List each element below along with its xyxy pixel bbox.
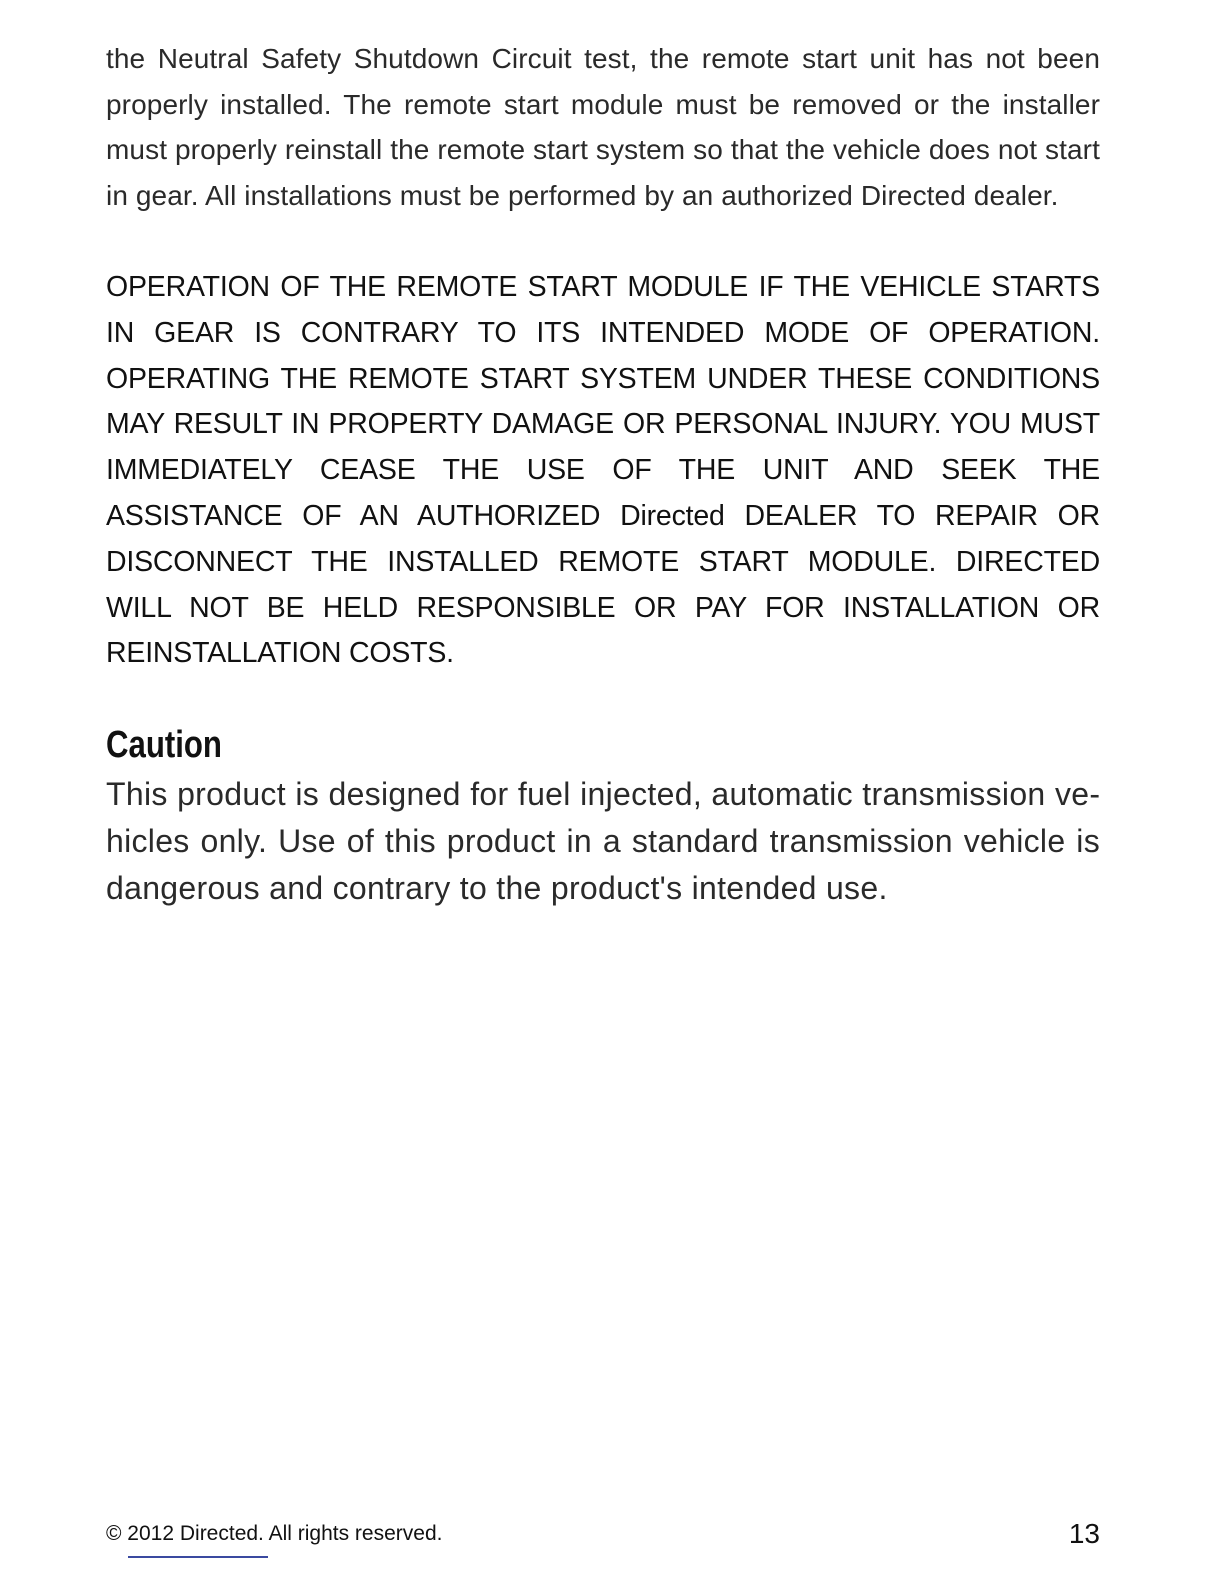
warning-paragraph — [106, 265, 1100, 677]
intro-paragraph: the Neutral Safety Shutdown Circuit test, the remote start unit has not been properly installed. The remote start module must be removed or the installer must properly reinstall the remote start system so that the vehicle does not start in gear. All installations must be performed by an authorized Directed dealer. — [106, 43, 1100, 211]
caution-heading: Caution — [106, 724, 222, 767]
warning-text-end: DEALER TO REPAIR OR DISCONNECT THE INSTALLED REMOTE START MODULE. DIRECTED WILL NOT BE HELD RESPONSIBLE OR PAY FOR INSTALLATION OR REINSTALLATION COSTS. — [106, 499, 1100, 670]
page-footer — [106, 1518, 1100, 1558]
page-number: 13 — [1068, 1518, 1100, 1549]
warning-brand-name: Directed — [620, 499, 725, 532]
caution-paragraph: This product is designed for fuel injected, automatic transmission vehicles only. Use of this product in a standard transmission vehicle is dangerous and contrary to the product's intended use. — [106, 776, 1100, 907]
document-page — [106, 36, 1100, 912]
warning-text-start: OPERATION OF THE REMOTE START MODULE IF THE VEHICLE STARTS IN GEAR IS CONTRARY TO ITS INTENDED MODE OF OPERATION. OPERATING THE REMOTE START SYSTEM UNDER THESE CONDITIONS MAY RESULT IN PROPERTY DAMAGE OR PERSONAL INJURY. YOU MUST IMMEDIATELY CEASE THE USE OF THE UNIT AND SEEK THE ASSISTANCE OF AN AUTHORIZED — [106, 271, 1100, 532]
copyright-notice: © 2012 Directed. All rights reserved. — [106, 1522, 443, 1545]
footer-divider — [128, 1556, 268, 1558]
